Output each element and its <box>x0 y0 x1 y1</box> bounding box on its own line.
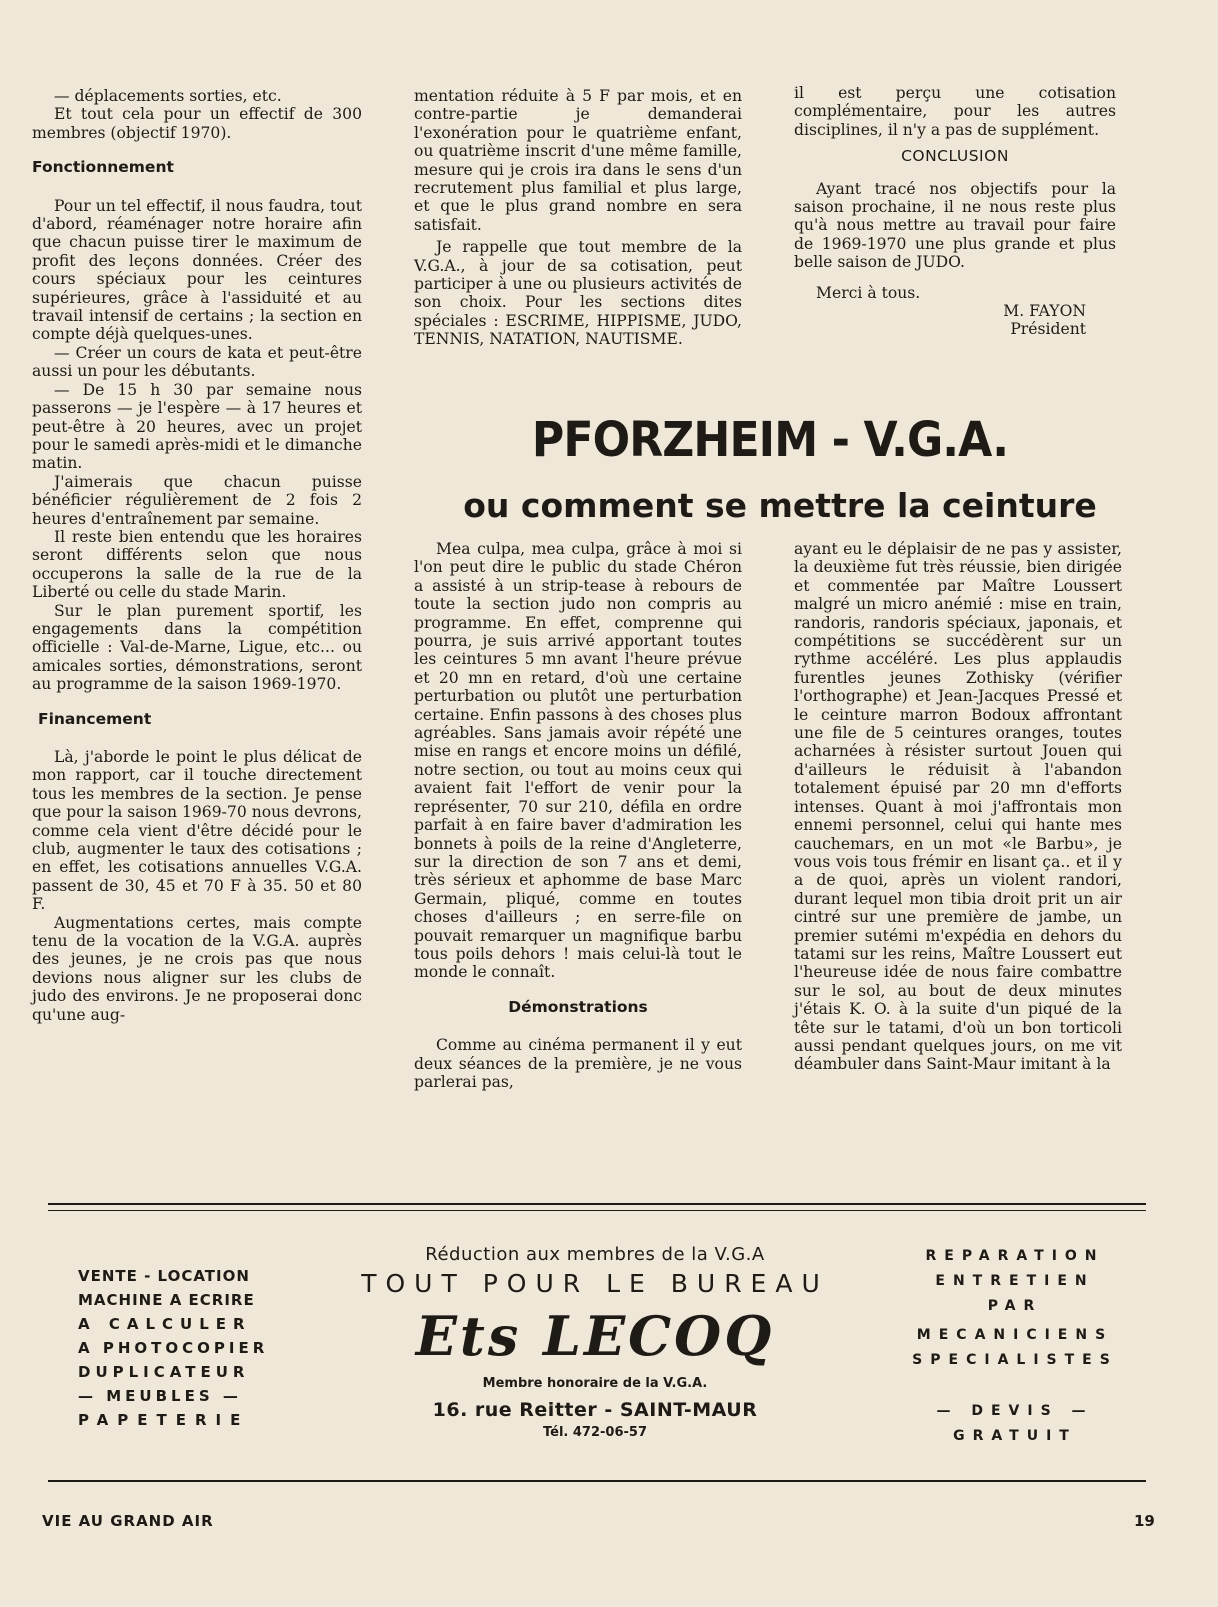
ad-line: REPARATION <box>925 1248 1105 1264</box>
article-column-1 <box>414 540 742 1091</box>
report-column-1 <box>32 87 362 1024</box>
section-heading-conclusion: CONCLUSION <box>901 147 1009 166</box>
paragraph: — déplacements sorties, etc. <box>54 87 282 105</box>
paragraph: Sur le plan purement sportif, les engagements dans la compétition officielle : Val-de-Marne, Ligue, etc... ou amicales sorties, démonstrations, seront au programme de la saison 1969-1970. <box>32 601 362 694</box>
paragraph: — Créer un cours de kata et peut-être aussi un pour les débutants. <box>32 343 362 381</box>
report-column-2 <box>414 87 742 349</box>
ad-address: 16. rue Reitter - SAINT-MAUR <box>432 1399 758 1421</box>
ad-line: — MEUBLES — <box>78 1387 242 1405</box>
ad-line: PAPETERIE <box>78 1411 250 1429</box>
paragraph: Merci à tous. <box>816 283 921 302</box>
ad-line: PAR <box>987 1298 1043 1314</box>
ad-line: VENTE - LOCATION <box>78 1267 250 1285</box>
ad-line: A PHOTOCOPIER <box>78 1339 269 1357</box>
ad-border-top-inner <box>48 1210 1146 1211</box>
section-heading-fonctionnement: Fonctionnement <box>32 158 174 177</box>
ad-repair-list <box>900 1244 1130 1449</box>
section-heading-financement: Financement <box>38 709 152 728</box>
signature-title: Président <box>1010 320 1086 339</box>
footer-magazine-name: VIE AU GRAND AIR <box>42 1512 214 1530</box>
paragraph: Je rappelle que tout membre de la V.G.A., à jour de sa cotisation, peut participer à une ou plusieurs activités de son choix. Pour les sections dites spéciales : ESCRIME, HIPPISME, JUDO, TENNIS, NATATION, NAUTISME. <box>414 238 742 349</box>
ad-line: MECANICIENS <box>916 1327 1114 1343</box>
ad-border-top <box>48 1203 1146 1205</box>
article-subtitle: ou comment se mettre la ceinture <box>463 486 1097 525</box>
paragraph: Pour un tel effectif, il nous faudra, tout d'abord, réaménager notre horaire afin que chacun puisse tirer le maximum de profit des leçons données. Créer des cours spéciaux pour les ceintures supérieures, grâce à l'assiduité et au travail intensif de certains ; la section en compte déjà quelques-unes. <box>32 196 362 344</box>
ad-line: ENTRETIEN <box>935 1273 1095 1289</box>
paragraph: J'aimerais que chacun puisse bénéficier régulièrement de 2 fois 2 heures d'entraînement par semaine. <box>32 472 362 528</box>
ad-main <box>330 1244 860 1440</box>
paragraph: Augmentations certes, mais compte tenu de la vocation de la V.G.A. auprès des jeunes, je ne crois pas que nous devions nous aligner sur les clubs de judo des environs. Je ne proposerai donc qu'une aug- <box>32 913 362 1024</box>
paragraph: Mea culpa, mea culpa, grâce à moi si l'on peut dire le public du stade Chéron a assisté à un strip-tease à rebours de toute la section judo non compris au programme. En effet, comprenne qui pourra, je suis arrivé apportant toutes les ceintures 5 mn avant l'heure prévue et 20 mn en retard, d'où une certaine perturbation ou plutôt une perturbation certaine. Enfin passons à des choses plus agréables. Sans jamais avoir répété une mise en rangs et encore moins un défilé, notre section, ou tout au moins ceux qui avaient fait l'effort de venir pour la représenter, 70 sur 210, défila en ordre parfait à en faire baver d'admiration les bonnets à poils de la reine d'Angleterre, sur la direction de son 7 ans et demi, très sérieux et aphomme de base Marc Germain, pliqué, comme en toutes choses d'ailleurs ; en serre-file on pouvait remarquer un magnifique barbu tous poils dehors ! mais celui-là tout le monde le connaît. <box>414 540 742 982</box>
signature-name: M. FAYON <box>1003 302 1086 321</box>
ad-telephone: Tél. 472-06-57 <box>543 1425 647 1440</box>
ad-company-name: Ets LECOQ <box>415 1304 775 1368</box>
article-column-2 <box>794 540 1122 1074</box>
paragraph: Et tout cela pour un effectif de 300 membres (objectif 1970). <box>32 105 362 142</box>
report-column-3 <box>794 84 1116 339</box>
paragraph: mentation réduite à 5 F par mois, et en contre-partie je demanderai l'exonération pour le quatrième enfant, ou quatrième inscrit d'une même famille, mesure qui je crois ira dans le sens d'un recrutement plus familial et plus large, et que le plus grand nombre en sera satisfait. <box>414 87 742 234</box>
paragraph: Ayant tracé nos objectifs pour la saison prochaine, il ne nous reste plus qu'à nous mettre au travail pour faire de 1969-1970 une plus grande et plus belle saison de JUDO. <box>794 179 1116 272</box>
ad-line: SPECIALISTES <box>912 1352 1118 1368</box>
ad-line: A CALCULER <box>78 1315 252 1333</box>
ad-line: MACHINE A ECRIRE <box>78 1291 255 1309</box>
ad-reduction: Réduction aux membres de la V.G.A <box>425 1244 765 1265</box>
article-title: PFORZHEIM - V.G.A. <box>531 412 1009 468</box>
paragraph: ayant eu le déplaisir de ne pas y assister, la deuxième fut très réussie, bien dirigée et commentée par Maître Loussert malgré un micro anémié : mise en train, randoris, randoris spéciaux, japonais, et compétitions se succédèrent sur un rythme accéléré. Les plus applaudis furentles jeunes Zothisky (vérifier l'orthographe) et Jean-Jacques Pressé et le ceinture marron Bodoux affrontant une file de 5 ceintures oranges, toutes acharnées à résister surtout Jouen qui d'ailleurs le réduisit à l'abandon totalement épuisé par 20 mn d'efforts intenses. Quant à moi j'affrontais mon ennemi personnel, celui qui hante mes cauchemars, en un mot «le Barbu», je vous vois tous frémir en lisant ça.. et il y a de quoi, après un violent randori, durant lequel mon tibia droit prit un air cintré sur une première de jambe, un premier sutémi m'expédia en dehors du tatami sur les reins, Maître Loussert eut l'heureuse idée de nous faire combattre sur le sol, au bout de deux minutes j'étais K. O. à la suite d'un piqué de la tête sur le tatami, d'où un bon torticoli aussi pendant quelques jours, on me vit déambuler dans Saint-Maur imitant à la <box>794 540 1122 1074</box>
section-heading-demonstrations: Démonstrations <box>508 997 648 1016</box>
ad-headline: TOUT POUR LE BUREAU <box>361 1269 829 1298</box>
ad-border-bottom <box>48 1480 1146 1482</box>
paragraph: Il reste bien entendu que les horaires seront différents selon que nous occuperons la salle de la rue de la Liberté ou celle du stade Marin. <box>32 527 362 602</box>
ad-membre: Membre honoraire de la V.G.A. <box>482 1376 708 1391</box>
paragraph: Comme au cinéma permanent il y eut deux séances de la première, je ne vous parlerai pas, <box>414 1036 742 1091</box>
ad-line: DUPLICATEUR <box>78 1363 250 1381</box>
ad-gratuit: GRATUIT <box>953 1428 1077 1444</box>
paragraph: Là, j'aborde le point le plus délicat de mon rapport, car il touche directement tous les membres de la section. Je pense que pour la saison 1969-70 nous devrons, comme cela vient d'être décidé pour le club, augmenter le taux des cotisations ; en effet, les cotisations annuelles V.G.A. passent de 30, 45 et 70 F à 35. 50 et 80 F. <box>32 748 363 914</box>
paragraph: il est perçu une cotisation complémentaire, pour les autres disciplines, il n'y a pas de supplément. <box>794 84 1116 139</box>
footer-page-number: 19 <box>1134 1512 1155 1530</box>
ad-devis: — DEVIS — <box>936 1403 1094 1419</box>
ad-services-list <box>78 1264 288 1432</box>
paragraph: — De 15 h 30 par semaine nous passerons — je l'espère — à 17 heures et peut-être à 20 heures, avec un projet pour le samedi après-midi et le dimanche matin. <box>32 380 362 473</box>
